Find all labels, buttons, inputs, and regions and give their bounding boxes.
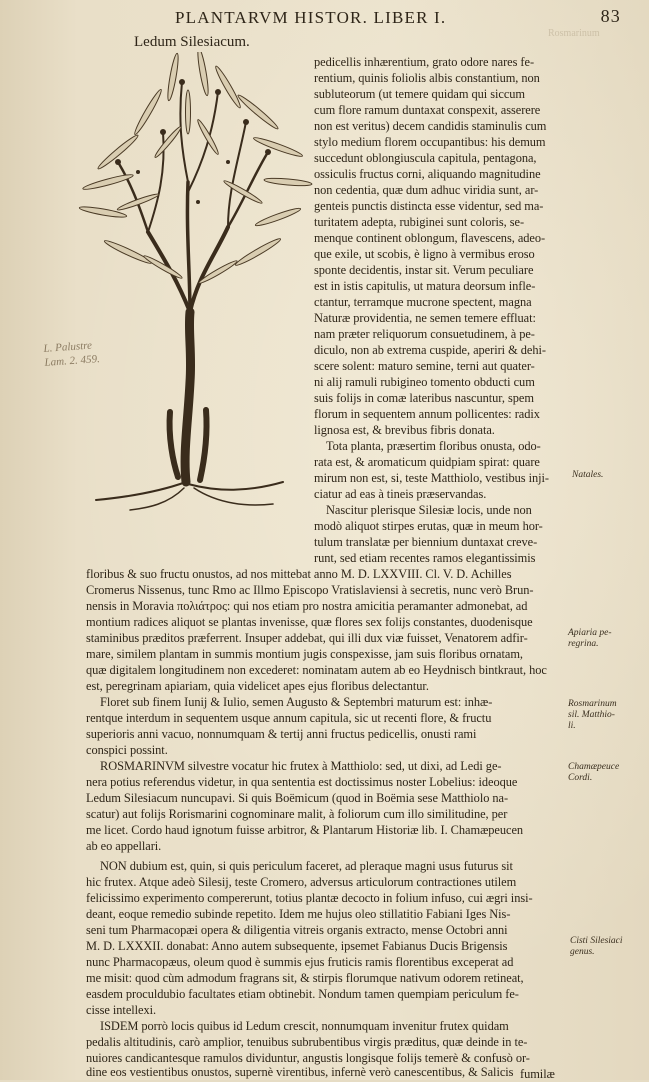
- text-line: rentium, quinis foliolis albis constantium, non: [314, 71, 540, 85]
- margin-note: [568, 628, 612, 650]
- margin-note: [570, 936, 623, 958]
- text-line: felicissimo experimento compererunt, totius plantæ decocto in folium infuso, cui ægri insi-: [86, 891, 533, 905]
- text-line: scatur) aut folijs Rorismarini cognominare malit, à foliorum cum illo similitudine, per: [86, 807, 508, 821]
- text-line: superioris anni vacuo, nonnumquam & tertij anni fructus pedicellis, onusti rami: [86, 727, 477, 741]
- text-line: ab eo appellari.: [86, 839, 162, 853]
- margin-note-line: Apiaria pe-: [568, 628, 612, 638]
- margin-note: [572, 470, 603, 481]
- text-line: rentque interdum in sequentem usque annum capitula, sic ut recenti flore, & fructu: [86, 711, 492, 725]
- text-line: ni alij ramuli rubigineo tomento obducti cum: [314, 375, 535, 389]
- text-line: cisse intellexi.: [86, 1003, 157, 1017]
- margin-note: [568, 762, 619, 784]
- text-line: ctantur, terramque mucrone spectent, magna: [314, 295, 532, 309]
- text-line: ossiculis fructus corni, aliquando magnitudine: [314, 167, 541, 181]
- text-line: seni tum Pharmacopæi opera & diligentia vitreis organis extracto, mense Octobri anni: [86, 923, 508, 937]
- text-line: Naturæ providentia, ne semen temere effluat:: [314, 311, 536, 325]
- handwritten-annotation: [43, 338, 100, 370]
- text-line: dine eos vestientibus onustos, supernè virentibus, infernè verò canescentibus, & Salicis: [86, 1065, 514, 1079]
- margin-note-line: Cordi.: [568, 773, 593, 783]
- annotation-line: Lam. 2. 459.: [44, 353, 101, 369]
- text-line: Nascitur plerisque Silesiæ locis, unde non: [326, 503, 532, 517]
- text-line: me licet. Cordo haud ignotum fuisse arbitror, & Plantarum Historiæ lib. I. Chamæpeucen: [86, 823, 524, 837]
- text-line: stylo medium florem occupantibus: his demum: [314, 135, 546, 149]
- text-line: succedunt oblongiusculа capitula, pentagona,: [314, 151, 537, 165]
- text-line: mare, similem plantam in summis montium jugis conspexisse, jam suis floribus ornatam,: [86, 647, 523, 661]
- text-line: subluteorum (ut temere quidam qui siccum: [314, 87, 526, 101]
- text-line: pedicellis inhærentium, grato odore nares fe-: [314, 55, 535, 69]
- text-line: est, peregrinam apiariam, quia videlicet apes ejus floribus delectantur.: [86, 679, 429, 693]
- text-line: rata est, & aromaticum quidpiam spirat: quare: [314, 455, 540, 469]
- text-line: M. D. LXXXII. donabat: Anno autem subsequente, ipsemet Fabianus Ducis Brigensis: [86, 939, 508, 953]
- margin-note-line: Cisti Silesiaci: [570, 936, 623, 946]
- text-line: deant, eoque remedio subinde repetito. Idem me hujus oleo stillatitio Fabiani Iges Nis-: [86, 907, 511, 921]
- text-line: montium radices aliquot se plantas invenisse, quæ flores sex folijs constantes, duodenisque: [86, 615, 533, 629]
- margin-note-line: Chamæpeuce: [568, 762, 620, 772]
- text-line: sponte decidentis, instar sit. Verum peculiare: [314, 263, 534, 277]
- text-line: staminibus præditos præferrent. Insuper addebat, qui illi dux viæ fuisset, Venatorem adfir-: [86, 631, 528, 645]
- text-line: non est veritus) decem candidis staminulis cum: [314, 119, 547, 133]
- text-line: turitatem adepta, rubiginei sunt coloris, se-: [314, 215, 525, 229]
- text-line: hic frutex. Atque adeò Silesij, teste Cromero, adversus articulorum contractiones utilem: [86, 875, 517, 889]
- text-line: easdem proculdubio facultates etiam obtinebit. Nondum tamen quempiam periculum fe-: [86, 987, 519, 1001]
- text-line: Ledum Silesiacum nuncupavi. Si quis Boëmicum (quod in Boëmia sese Matthiolo na-: [86, 791, 509, 805]
- text-line: conspici possint.: [86, 743, 168, 757]
- text-line: tulum translatæ per biennium duntaxat creve-: [314, 535, 538, 549]
- annotation-line: L. Palustre: [43, 339, 93, 355]
- running-header: [175, 6, 635, 30]
- running-title: PLANTARVM HISTOR. LIBER I.: [175, 8, 447, 27]
- text-line: ISDEM porrò locis quibus id Ledum crescit, nonnumquam invenitur frutex quidam: [100, 1019, 509, 1033]
- text-line: nuiores candicantesque ramulos dividuntur, angustis longisque folijs temerè & confusò or-: [86, 1051, 530, 1065]
- text-line: est in istis capitulis, ut matura deorsum infle-: [314, 279, 536, 293]
- text-line: quæ digitalem longitudinem non excederet: nominatam autem ab eo Heydnisch bintkraut, hoc: [86, 663, 547, 677]
- text-line: lignosa est, & brevibus fibris donata.: [314, 423, 495, 437]
- margin-note: [568, 699, 617, 732]
- text-line: genteis punctis distincta esse videntur, sed ma-: [314, 199, 544, 213]
- show-through-text: Rosmarinum: [548, 28, 600, 39]
- text-line: nera potius referendus videtur, in qua sententia est doctissimus noster Lobelius: ideoque: [86, 775, 518, 789]
- text-line: non cedentia, quæ dum adhuc viridia sunt, ar-: [314, 183, 539, 197]
- page-number: 83: [600, 6, 621, 26]
- text-line: Floret sub finem Iunij & Iulio, semen Augusto & Septembri maturum est: inhæ-: [100, 695, 493, 709]
- figure-caption: Ledum Silesiacum.: [134, 34, 250, 50]
- text-line: nunc Pharmacopæus, oleum quod è summis ejus fruticis ramis florentibus exceperat ad: [86, 955, 514, 969]
- text-line: Cromerus Nissenus, tunc Rmo ac Illmo Episcopo Vratislaviensi à secretis, nunc verò Brun-: [86, 583, 534, 597]
- text-line: me misit: quod cùm admodum fragrans sit, & stirpis florumque nativum odorem retineat,: [86, 971, 524, 985]
- text-line: runt, sed etiam recentes ramos elegantissimis: [314, 551, 536, 565]
- text-line: mirum non est, si, teste Matthiolo, vestibus inji-: [314, 471, 549, 485]
- margin-note-line: regrina.: [568, 639, 599, 649]
- text-line: menque continent oblongum, flavescens, adeo-: [314, 231, 546, 245]
- text-line: floribus & suo fructu onustos, ad nos mittebat anno M. D. LXXVIII. Cl. V. D. Achilles: [86, 567, 512, 581]
- woodcut-illustration: [78, 52, 313, 512]
- margin-note-line: genus.: [570, 947, 595, 957]
- text-line: suis folijs in comæ lateribus nascuntur, spem: [314, 391, 534, 405]
- margin-note-line: Natales.: [572, 470, 604, 480]
- text-line: modò aliquot stirpes erutas, quæ in meum hor-: [314, 519, 543, 533]
- text-line: cum flore ramum duntaxat conspexit, asserere: [314, 103, 541, 117]
- text-line: ciatur ad eas à tineis præservandas.: [314, 487, 487, 501]
- text-line: nam præter reliquorum consuetudinem, à pe-: [314, 327, 535, 341]
- text-line: nensis in Moravia πολιάτρος: qui nos etiam pro nostra amicitia peramanter admonebat, ad: [86, 599, 528, 613]
- text-line: que exile, ut scobis, è ligno à vermibus eroso: [314, 247, 535, 261]
- text-line: diculo, non ab extrema cuspide, aperiri & dehi-: [314, 343, 546, 357]
- catchword: fumilæ: [520, 1067, 555, 1081]
- text-line: pedalis altitudinis, carò amplior, tenuibus subrubentibus virgis præditus, quæ deinde in te-: [86, 1035, 528, 1049]
- margin-note-line: li.: [568, 721, 576, 731]
- text-line: NON dubium est, quin, si quis periculum faceret, ad pleraque magni usus futurus sit: [100, 859, 513, 873]
- text-line: scere solent: maturo semine, terni aut quater-: [314, 359, 535, 373]
- margin-note-line: Rosmarinum: [568, 699, 617, 709]
- text-line: ROSMARINVM silvestre vocatur hic frutex à Matthiolo: sed, ut dixi, ad Ledi ge-: [100, 759, 502, 773]
- text-line: Tota planta, præsertim floribus onusta, odo-: [326, 439, 541, 453]
- text-line: florum in sequentem annum pollicentes: radix: [314, 407, 540, 421]
- margin-note-line: sil. Matthio-: [568, 710, 615, 720]
